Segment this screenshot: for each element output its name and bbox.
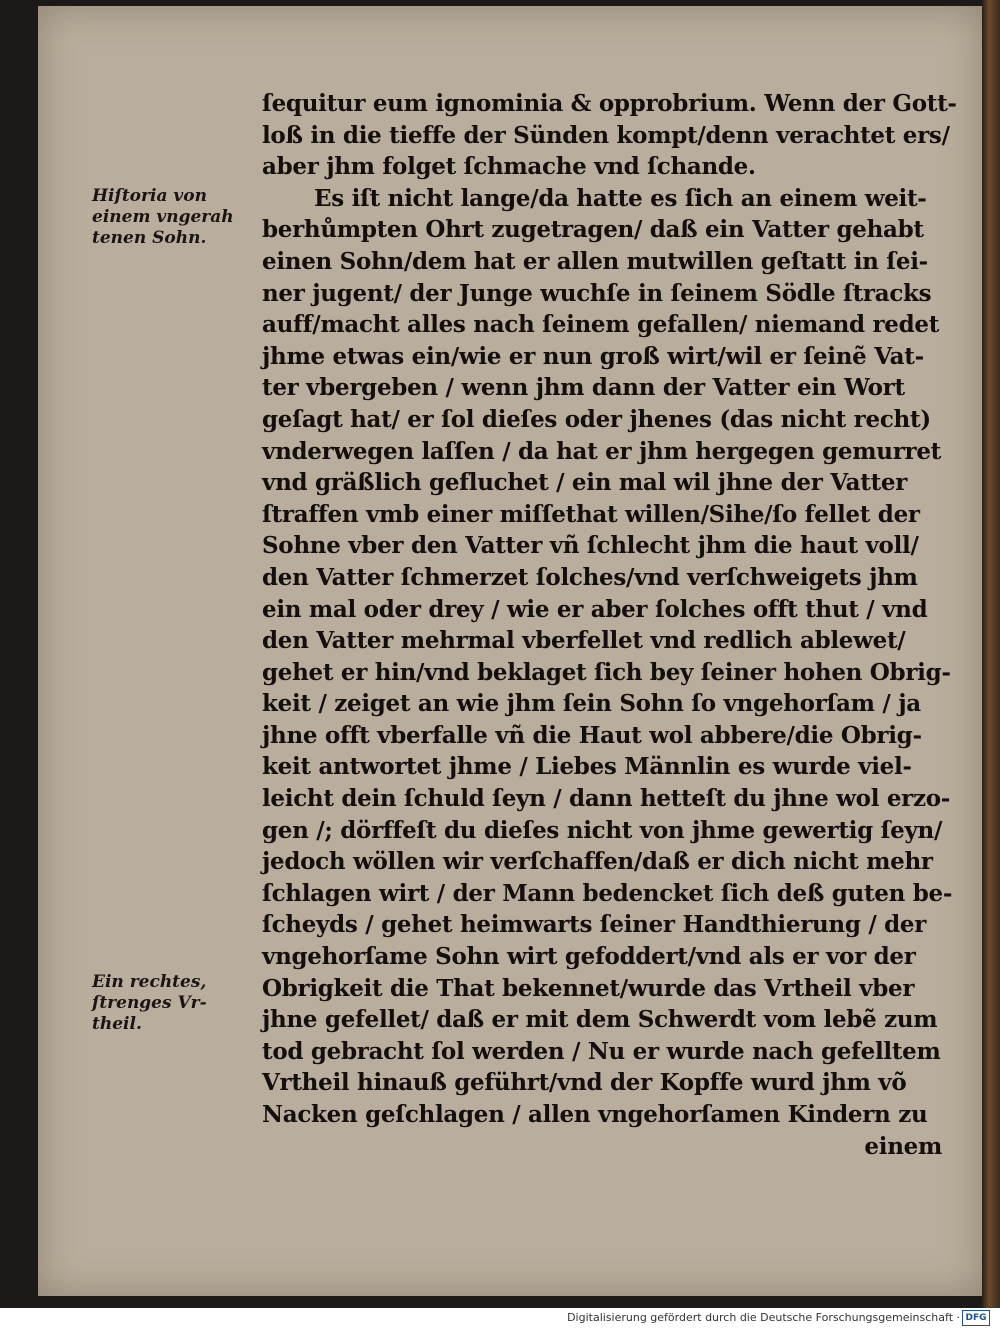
footer-bar	[0, 1308, 1000, 1328]
text-line: ſchlagen wirt / der Mann bedencket ſich deß guten be-	[262, 879, 953, 907]
text-line: Obrigkeit die That bekennet/wurde das Vrtheil vber	[262, 974, 915, 1002]
text-line: ner jugent/ der Junge wuchſe in ſeinem Södle ſtracks	[262, 279, 932, 307]
text-line: Es iſt nicht lange/da hatte es ſich an einem weit-	[314, 184, 927, 212]
text-line: den Vatter mehrmal vberfellet vnd redlich ablewet/	[262, 627, 906, 655]
margin-note-line: einem vngerah	[92, 207, 234, 227]
margin-note-historia	[92, 186, 262, 249]
text-line: berhůmpten Ohrt zugetragen/ daß ein Vatter gehabt	[262, 216, 924, 244]
text-line: geſagt hat/ er ſol dieſes oder jhenes (das nicht recht)	[262, 405, 931, 433]
text-line: keit / zeiget an wie jhm ſein Sohn ſo vngehorſam / ja	[262, 690, 921, 718]
catchword: einem	[864, 1132, 942, 1160]
text-line: jhne gefellet/ daß er mit dem Schwerdt vom lebẽ zum	[262, 1006, 938, 1034]
margin-note-line: Ein rechtes,	[92, 972, 207, 992]
margin-note-urteil	[92, 972, 262, 1035]
text-line: ſtraffen vmb einer miſſethat willen/Sihe/ſo fellet der	[262, 500, 920, 528]
text-line: aber jhm folget ſchmache vnd ſchande.	[262, 153, 756, 181]
text-line: den Vatter ſchmerzet ſolches/vnd verſchweigets jhm	[262, 563, 918, 591]
text-line: gehet er hin/vnd beklaget ſich bey ſeiner hohen Obrig-	[262, 658, 951, 686]
text-line: vngehorſame Sohn wirt gefoddert/vnd als er vor der	[262, 943, 916, 971]
text-line: Nacken geſchlagen / allen vngehorſamen Kindern zu	[262, 1101, 928, 1128]
margin-note-line: theil.	[92, 1014, 142, 1034]
margin-note-line: ſtrenges Vr-	[92, 993, 207, 1013]
text-line: einen Sohn/dem hat er allen mutwillen geſtatt in ſei-	[262, 247, 928, 275]
text-line: loß in die tieffe der Sünden kompt/denn verachtet ers/	[262, 121, 950, 149]
text-line: keit antwortet jhme / Liebes Männlin es wurde viel-	[262, 753, 912, 781]
dfg-logo-icon: DFG	[962, 1310, 990, 1326]
text-line: auff/macht alles nach ſeinem gefallen/ niemand redet	[262, 311, 940, 339]
text-line: jhme etwas ein/wie er nun groß wirt/wil er ſeinẽ Vat-	[262, 342, 924, 370]
margin-note-line: Hiſtoria von	[92, 186, 207, 206]
text-line: vnd gräßlich gefluchet / ein mal wil jhne der Vatter	[262, 469, 908, 497]
margin-note-line: tenen Sohn.	[92, 228, 207, 248]
funding-credit: Digitalisierung gefördert durch die Deutsche Forschungsgemeinschaft ·	[567, 1311, 960, 1324]
text-line: tod gebracht ſol werden / Nu er wurde nach gefelltem	[262, 1037, 941, 1065]
text-line: gen /; dörffeſt du dieſes nicht von jhme gewertig ſeyn/	[262, 816, 943, 844]
text-line: vnderwegen laſſen / da hat er jhm hergegen gemurret	[262, 437, 941, 465]
text-line: leicht dein ſchuld ſeyn / dann hetteſt du jhne wol erzo-	[262, 785, 951, 813]
book-binding-edge	[982, 0, 1000, 1308]
text-line: jedoch wöllen wir verſchaffen/daß er dich nicht mehr	[262, 848, 933, 876]
main-text-block	[262, 88, 957, 1162]
text-line: ein mal oder drey / wie er aber ſolches offt thut / vnd	[262, 595, 928, 623]
text-line: Sohne vber den Vatter vñ ſchlecht jhm die haut voll/	[262, 532, 919, 560]
text-line: ſcheyds / gehet heimwarts ſeiner Handthierung / der	[262, 911, 927, 939]
text-line: ſequitur eum ignominia & opprobrium. Wenn der Gott-	[262, 90, 957, 117]
text-line: Vrtheil hinauß geführt/vnd der Kopffe wurd jhm võ	[262, 1069, 907, 1097]
text-line: jhne offt vberfalle vñ die Haut wol abbere/die Obrig-	[262, 721, 922, 749]
text-line: ter vbergeben / wenn jhm dann der Vatter ein Wort	[262, 374, 905, 402]
